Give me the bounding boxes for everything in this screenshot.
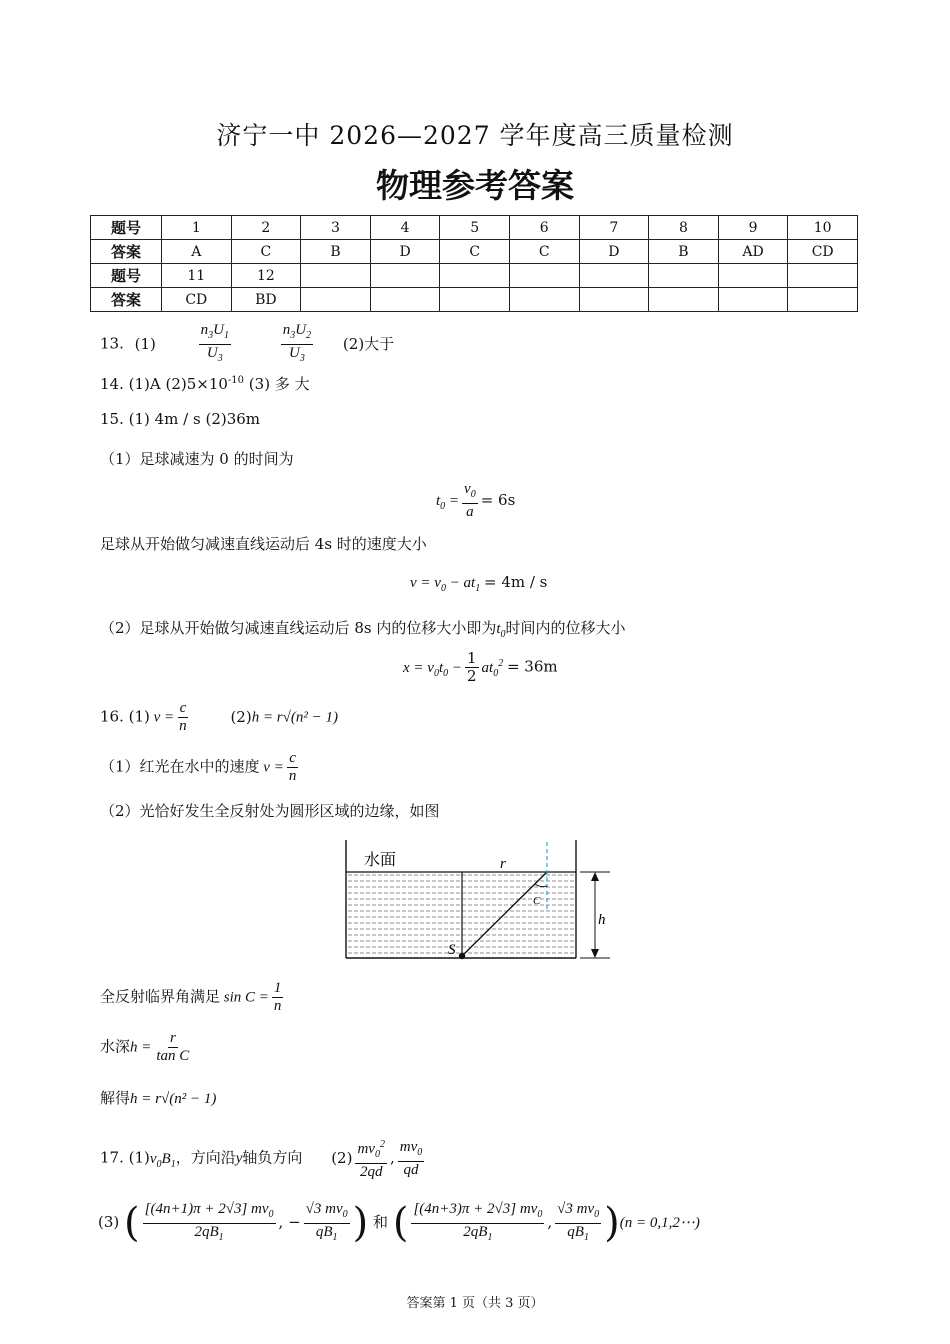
formula: $v = v_0 - at_1 = 4m / s$ <box>410 573 548 594</box>
radius-label: r <box>500 856 506 872</box>
q15-step3: （2）足球从开始做匀减速直线运动后 8s 内的位移大小即为$t_0$时间内的位移大小 <box>100 619 626 640</box>
q17-part3: (3) ( $\frac{[(4n+1)\pi + 2√3] mv_0}{2qB_1}$ , − $\frac{√3 mv_0}{qB_1}$ ) 和 ( $\frac{[(4n+3)\pi + 2√3] mv_0}{2qB_1}$ , $\frac{√3 mv_0}{qB_1}$ )(n = 0,1,2⋯) <box>98 1200 700 1246</box>
table-cell: CD <box>162 288 232 312</box>
q14-answer <box>100 373 310 394</box>
q15-step2: 足球从开始做匀减速直线运动后 4s 时的速度大小 <box>100 535 427 553</box>
table-cell <box>301 264 371 288</box>
table-cell <box>579 264 649 288</box>
table-cell: 11 <box>162 264 232 288</box>
table-cell: 4 <box>370 216 440 240</box>
answer-table <box>90 215 858 312</box>
table-cell: B <box>301 240 371 264</box>
table-cell <box>370 288 440 312</box>
angle-label: C <box>533 895 541 907</box>
table-cell: 7 <box>579 216 649 240</box>
exam-title: 济宁一中 2026—2027 学年度高三质量检测 <box>216 121 734 150</box>
q14-text: 14. (1)A (2)5×10 <box>100 375 228 393</box>
table-cell: 8 <box>649 216 719 240</box>
q13-part2: (2)大于 <box>342 334 395 353</box>
arrow-head-up <box>591 872 599 881</box>
q16-step4: 水深h = $\frac{r}{\text{tan C}}$ <box>100 1030 190 1064</box>
table-cell <box>718 264 788 288</box>
table-cell <box>370 264 440 288</box>
table-row <box>91 240 858 264</box>
q13-number: 13. <box>100 334 124 353</box>
source-point <box>459 953 465 959</box>
formula: $\frac{n_3U_1}{U_3}$ <box>200 322 230 364</box>
table-cell: 6 <box>509 216 579 240</box>
table-cell: D <box>370 240 440 264</box>
row-label: 题号 <box>91 216 162 240</box>
table-cell <box>649 264 719 288</box>
table-cell: AD <box>718 240 788 264</box>
q13-part1: (1) <box>134 334 156 353</box>
table-cell <box>649 288 719 312</box>
table-cell <box>718 288 788 312</box>
q16-step5: 解得h = r√(n² − 1) <box>100 1089 217 1107</box>
water-tank-diagram <box>330 836 620 966</box>
table-cell: 12 <box>231 264 301 288</box>
row-label: 答案 <box>91 288 162 312</box>
q16-step1: （1）红光在水中的速度 v = $\frac{c}{n}$ <box>100 750 297 784</box>
table-cell <box>509 288 579 312</box>
table-cell: CD <box>788 240 858 264</box>
table-cell: D <box>579 240 649 264</box>
arrow-head-down <box>591 949 599 958</box>
row-label: 答案 <box>91 240 162 264</box>
source-label: S <box>448 942 456 958</box>
table-cell: 1 <box>162 216 232 240</box>
page-footer: 答案第 1 页（共 3 页） <box>406 1296 544 1311</box>
table-row <box>91 288 858 312</box>
formula: $t_0$ = $\frac{v_0}{a}$ = 6s <box>436 481 516 520</box>
table-cell: BD <box>231 288 301 312</box>
q14-exponent: -10 <box>227 375 245 386</box>
water-surface-label: 水面 <box>364 850 397 869</box>
q13-answer <box>100 322 394 367</box>
table-cell: 2 <box>231 216 301 240</box>
q16-heading: 16. (1) v = $\frac{c}{n}$ (2)h = r√(n² − 1) <box>100 700 338 734</box>
table-cell <box>440 288 510 312</box>
formula: $\frac{n_3U_2}{U_3}$ <box>282 322 312 364</box>
table-cell: B <box>649 240 719 264</box>
row-label: 题号 <box>91 264 162 288</box>
table-cell: C <box>440 240 510 264</box>
table-cell <box>440 264 510 288</box>
q16-step3: 全反射临界角满足 sin C = $\frac{1}{n}$ <box>100 980 282 1014</box>
table-cell <box>579 288 649 312</box>
formula: $x = v_0t_0$ − $\frac{1}{2}$ $at_0^2 = 36m$ <box>403 649 558 685</box>
table-cell <box>301 288 371 312</box>
table-cell: A <box>162 240 232 264</box>
height-label: h <box>598 912 606 928</box>
q15-step1: （1）足球减速为 0 的时间为 <box>100 450 294 468</box>
table-cell: C <box>509 240 579 264</box>
table-row <box>91 264 858 288</box>
table-cell <box>509 264 579 288</box>
table-cell: 5 <box>440 216 510 240</box>
water-region <box>346 872 576 958</box>
table-cell: C <box>231 240 301 264</box>
table-row <box>91 216 858 240</box>
table-cell: 9 <box>718 216 788 240</box>
table-cell <box>788 264 858 288</box>
q17-heading: 17. $(1)v_0B_1$，方向沿y轴负方向 (2) $\frac{mv_0^2}{2qd}$ , $\frac{mv_0}{qd}$ <box>100 1136 427 1181</box>
page-title: 物理参考答案 <box>376 166 574 205</box>
table-cell: 10 <box>788 216 858 240</box>
q16-step2: （2）光恰好发生全反射处为圆形区域的边缘，如图 <box>100 802 440 820</box>
table-cell: 3 <box>301 216 371 240</box>
q14-rest: (3) 多 大 <box>244 375 310 393</box>
table-cell <box>788 288 858 312</box>
q15-heading: 15. (1) 4m / s (2)36m <box>100 410 261 428</box>
